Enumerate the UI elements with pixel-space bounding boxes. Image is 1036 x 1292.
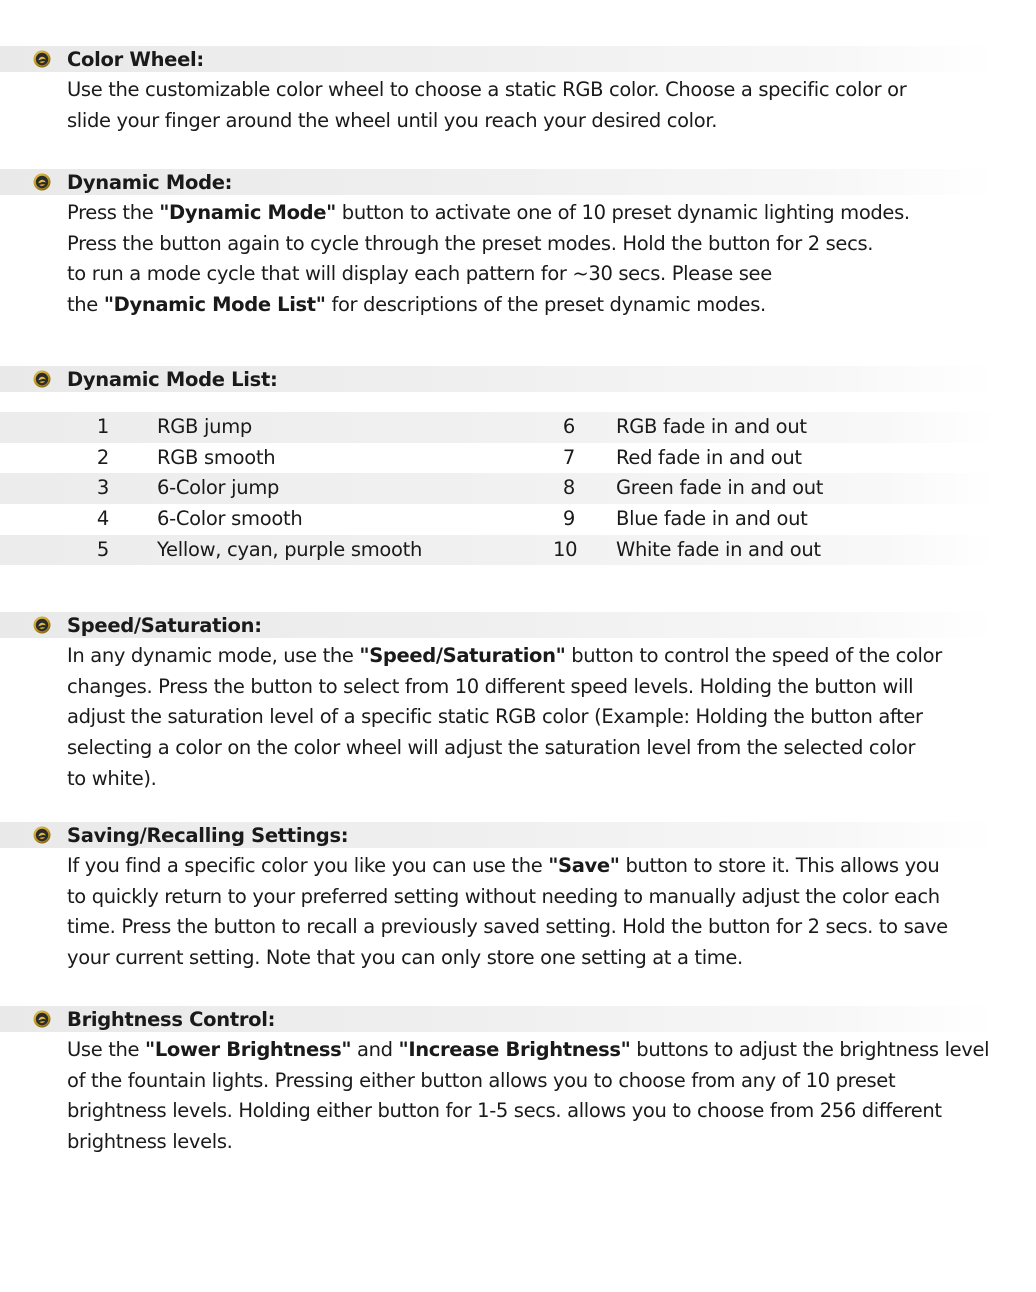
section-heading: Brightness Control:	[67, 1008, 276, 1031]
body-line: Use the customizable color wheel to choose a static RGB color. Choose a specific color or	[67, 78, 907, 101]
body-line: If you find a specific color you like you can use the "Save" button to store it. This allows you	[67, 854, 940, 877]
dynamic-mode-table	[0, 412, 1036, 565]
body-line: brightness levels.	[67, 1130, 233, 1154]
section-header-band	[0, 612, 1036, 638]
body-line: brightness levels. Holding either button for 1-5 secs. allows you to choose from 256 different	[67, 1099, 942, 1123]
table-row	[0, 412, 1036, 443]
mode-number: 1	[96, 415, 109, 438]
body-line: Press the button again to cycle through the preset modes. Hold the button for 2 secs.	[67, 231, 874, 255]
section-body	[67, 641, 1012, 795]
mode-name: White fade in and out	[616, 537, 821, 561]
bullet-icon	[33, 1010, 51, 1028]
mode-name: RGB smooth	[157, 445, 276, 469]
section-color-wheel	[0, 46, 1036, 136]
section-header-band	[0, 1006, 1036, 1032]
body-line: your current setting. Note that you can only store one setting at a time.	[67, 946, 743, 970]
mode-number: 7	[562, 445, 575, 469]
body-line: of the fountain lights. Pressing either button allows you to choose from any of 10 preset	[67, 1068, 896, 1092]
body-line: In any dynamic mode, use the "Speed/Saturation" button to control the speed of the color	[67, 644, 942, 667]
bullet-icon	[33, 616, 51, 634]
section-body	[67, 198, 1012, 321]
section-body	[67, 75, 1012, 136]
section-header-band	[0, 366, 1036, 392]
mode-name: Green fade in and out	[616, 476, 824, 500]
body-line: to white).	[67, 766, 157, 790]
body-line: slide your finger around the wheel until you reach your desired color.	[67, 108, 718, 132]
section-body	[67, 851, 1012, 974]
dynamic-mode-button-ref: "Dynamic Mode"	[159, 201, 336, 224]
section-heading: Speed/Saturation:	[67, 614, 262, 637]
body-line: time. Press the button to recall a previously saved setting. Hold the button for 2 secs. to save	[67, 915, 948, 939]
save-button-ref: "Save"	[548, 854, 620, 877]
section-heading: Dynamic Mode:	[67, 171, 233, 194]
mode-name: 6-Color jump	[157, 476, 280, 500]
mode-number: 4	[96, 507, 109, 531]
mode-number: 6	[562, 415, 575, 438]
mode-name: Red fade in and out	[616, 445, 802, 469]
mode-number: 10	[553, 537, 578, 561]
section-brightness-control	[0, 1006, 1036, 1158]
table-row	[0, 473, 1036, 504]
table-row	[0, 535, 1036, 566]
table-row	[0, 504, 1036, 535]
body-line: changes. Press the button to select from 10 different speed levels. Holding the button will	[67, 674, 914, 698]
increase-brightness-button-ref: "Increase Brightness"	[398, 1038, 631, 1061]
body-line: to quickly return to your preferred setting without needing to manually adjust the color each	[67, 884, 940, 908]
section-dynamic-mode-list	[0, 366, 1036, 392]
section-heading: Dynamic Mode List:	[67, 368, 278, 391]
body-line: the "Dynamic Mode List" for descriptions of the preset dynamic modes.	[67, 293, 766, 317]
mode-number: 3	[96, 476, 109, 500]
body-line: Use the "Lower Brightness" and "Increase Brightness" buttons to adjust the brightness level	[67, 1038, 990, 1061]
section-body	[67, 1035, 1012, 1158]
mode-name: RGB fade in and out	[616, 415, 807, 438]
mode-number: 9	[562, 507, 575, 531]
mode-name: Blue fade in and out	[616, 507, 808, 531]
section-heading: Color Wheel:	[67, 48, 204, 71]
mode-number: 5	[96, 537, 109, 561]
mode-name: Yellow, cyan, purple smooth	[157, 537, 423, 561]
section-heading: Saving/Recalling Settings:	[67, 824, 349, 847]
section-dynamic-mode	[0, 169, 1036, 321]
section-header-band	[0, 822, 1036, 848]
mode-number: 2	[96, 445, 109, 469]
table-row	[0, 443, 1036, 474]
dynamic-mode-list-ref: "Dynamic Mode List"	[103, 293, 326, 317]
section-saving-recalling	[0, 822, 1036, 974]
mode-number: 8	[562, 476, 575, 500]
bullet-icon	[33, 370, 51, 388]
mode-name: RGB jump	[157, 415, 252, 438]
section-header-band	[0, 46, 1036, 72]
bullet-icon	[33, 173, 51, 191]
mode-name: 6-Color smooth	[157, 507, 303, 531]
section-speed-saturation	[0, 612, 1036, 795]
bullet-icon	[33, 826, 51, 844]
bullet-icon	[33, 50, 51, 68]
body-line: to run a mode cycle that will display each pattern for ~30 secs. Please see	[67, 262, 772, 286]
body-line: selecting a color on the color wheel will adjust the saturation level from the selected color	[67, 736, 916, 760]
body-line: adjust the saturation level of a specific static RGB color (Example: Holding the button after	[67, 705, 923, 729]
section-header-band	[0, 169, 1036, 195]
lower-brightness-button-ref: "Lower Brightness"	[145, 1038, 352, 1061]
body-line: Press the "Dynamic Mode" button to activate one of 10 preset dynamic lighting modes.	[67, 201, 910, 224]
speed-saturation-button-ref: "Speed/Saturation"	[359, 644, 566, 667]
